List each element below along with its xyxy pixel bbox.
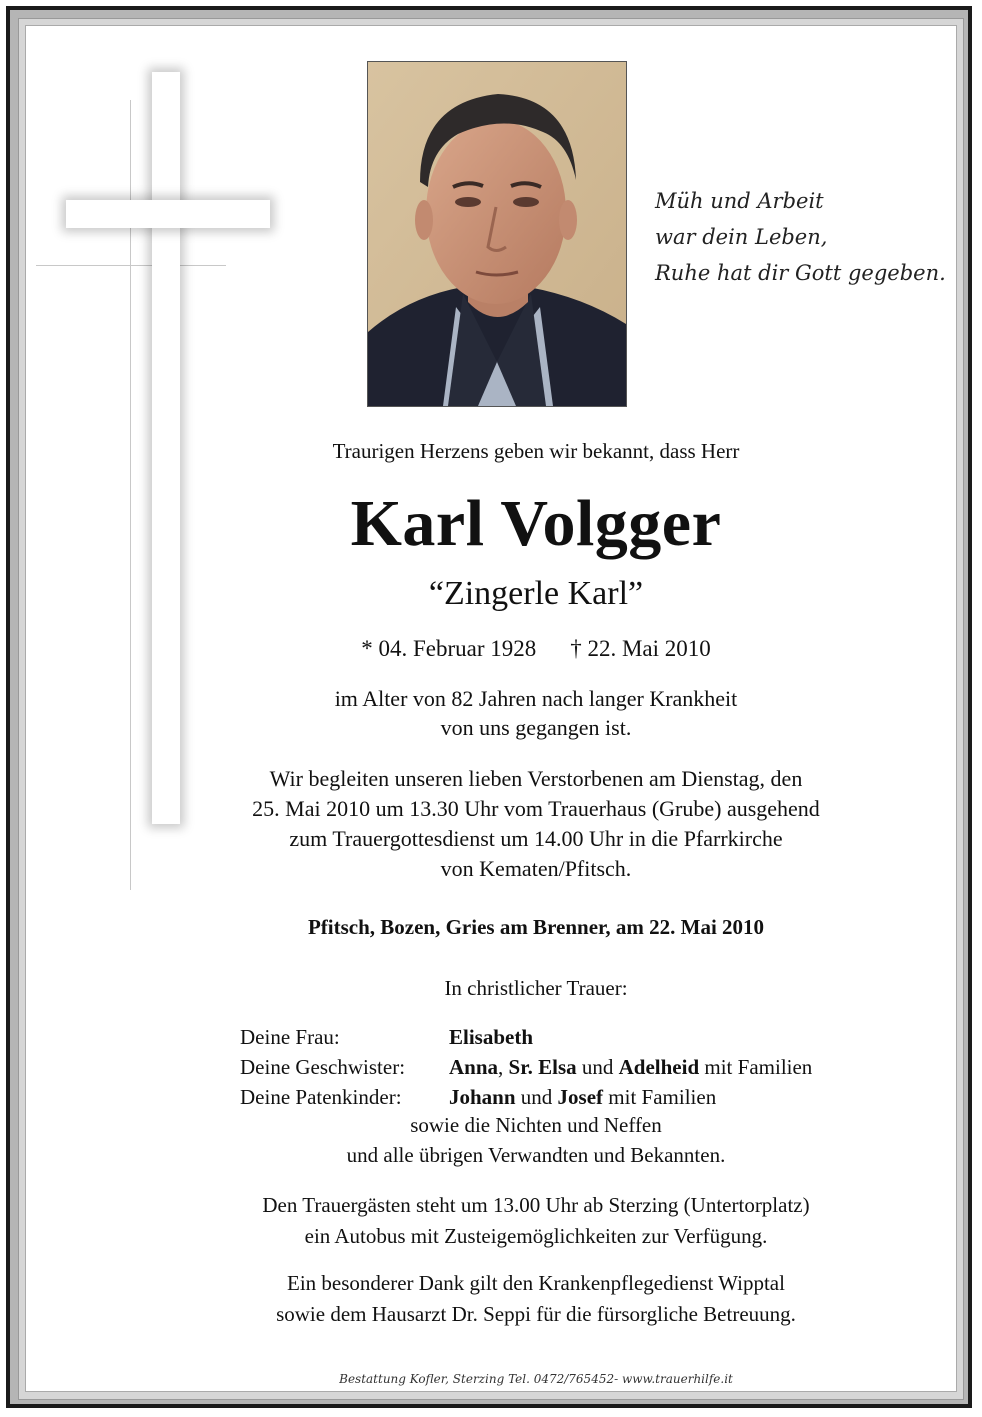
portrait-illustration [368,62,626,406]
family-label: Deine Patenkinder: [240,1085,402,1109]
text-line: von Kematen/Pfitsch. [440,856,632,881]
family-member: Anna [449,1055,499,1079]
family-suffix: mit Familien [704,1055,813,1079]
verse-line: Ruhe hat dir Gott gegeben. [655,261,946,285]
family-row-godchildren [240,1082,920,1112]
separator: , [498,1055,504,1079]
text-line: von uns gegangen ist. [440,715,632,740]
text-line: zum Trauergottesdienst um 14.00 Uhr in die Pfarrkirche [289,826,783,851]
deceased-name: Karl Volgger [350,487,722,560]
family-row-wife [240,1022,920,1052]
family-member: Adelheid [618,1055,700,1079]
verse-line: war dein Leben, [655,225,828,249]
acknowledgement [180,1268,892,1330]
text-line: 25. Mai 2010 um 13.30 Uhr vom Trauerhaus (Grube) ausgehend [252,796,820,821]
text-line: Wir begleiten unseren lieben Verstorbenen am Dienstag, den [269,766,803,791]
conjunction: und [520,1085,553,1109]
cross-horizontal-beam [66,200,270,228]
family-member: Sr. Elsa [508,1055,577,1079]
place-and-date: Pfitsch, Bozen, Gries am Brenner, am 22. Mai 2010 [307,915,765,939]
verse-line: Müh und Arbeit [655,189,824,213]
text-line: Den Trauergästen steht um 13.00 Uhr ab Sterzing (Untertorplatz) [262,1193,810,1217]
text-line: sowie dem Hausarzt Dr. Seppi für die fürsorgliche Betreuung. [276,1302,796,1326]
text-line: sowie die Nichten und Neffen [410,1113,662,1137]
cross-vertical-beam [152,72,180,824]
family-label: Deine Geschwister: [240,1055,406,1079]
family-row-siblings [240,1052,920,1082]
text-line: und alle übrigen Verwandten und Bekannten. [346,1143,726,1167]
other-relatives [180,1110,892,1170]
bus-information [180,1190,892,1252]
family-label: Deine Frau: [240,1025,340,1049]
memorial-verse [655,183,955,291]
portrait-photo [367,61,627,407]
family-member: Johann [449,1085,516,1109]
life-dates [180,634,892,664]
text-line: im Alter von 82 Jahren nach langer Krankheit [334,686,738,711]
family-suffix: mit Familien [608,1085,717,1109]
text-line: Ein besonderer Dank gilt den Krankenpflegedienst Wipptal [287,1271,785,1295]
family-member: Josef [557,1085,604,1109]
conjunction: und [581,1055,614,1079]
mourning-intro: In christlicher Trauer: [444,976,628,1000]
funeral-details [180,764,892,884]
text-line: ein Autobus mit Zusteigemöglichkeiten zur Verfügung. [304,1224,768,1248]
family-list [240,1022,920,1112]
age-statement [180,684,892,742]
announcement-intro: Traurigen Herzens geben wir bekannt, dass Herr [332,439,740,463]
deceased-nickname: “Zingerle Karl” [428,575,644,612]
decorative-horizontal-line [36,265,226,266]
birth-date: * 04. Februar 1928 [361,636,537,661]
death-date: † 22. Mai 2010 [570,636,711,661]
family-member: Elisabeth [449,1025,534,1049]
funeral-home-footer: Bestattung Kofler, Sterzing Tel. 0472/765452- www.trauerhilfe.it [339,1372,733,1386]
